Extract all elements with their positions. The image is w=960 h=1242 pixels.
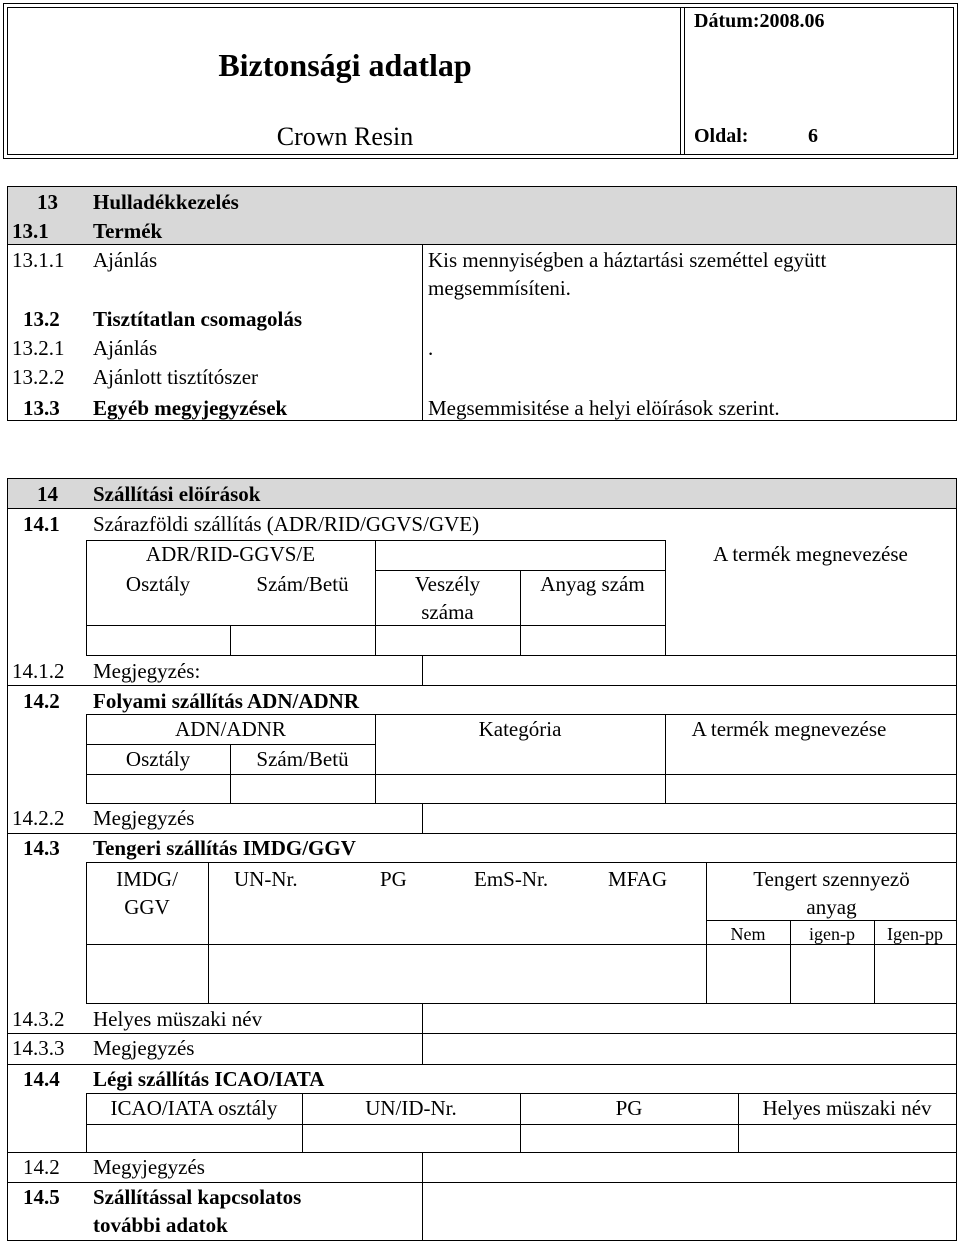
subsection-title: Légi szállítás ICAO/IATA [93,1067,325,1091]
column-header: Helyes müszaki név [762,1096,932,1120]
grid-line [422,655,423,685]
rule [86,862,957,863]
item-number: 14.2 [23,1155,60,1179]
subsection-number: 14.2 [23,689,60,713]
item-number: 14.3.2 [12,1007,65,1031]
item-number: 13.2.1 [12,336,65,360]
table-header: Kategória [478,717,562,741]
item-label: Megjegyzés: [93,659,201,683]
table-header: A termék megnevezése [691,717,887,741]
table-header: ADR/RID-GGVS/E [145,542,316,566]
subsection-number: 14.4 [23,1067,60,1091]
item-value: Megsemmisitése a helyi elöírások szerint. [428,396,780,420]
item-number: 13.1.1 [12,248,65,272]
column-header: IMDG/ [116,867,178,891]
date-label: Dátum:2008.06 [694,10,825,32]
subsection-number: 13.1 [12,219,49,243]
grid-line [208,862,209,1003]
rule [86,774,957,775]
subsection-number: 14.3 [23,836,60,860]
item-number: 14.2.2 [12,806,65,830]
table-header: A termék megnevezése [713,542,908,566]
border-left [7,478,8,1240]
item-value: . [428,336,434,360]
column-header: Osztály [125,747,191,771]
column-header: EmS-Nr. [474,867,549,891]
item-label: Helyes müszaki név [93,1007,263,1031]
section-title: Szállítási elöírások [93,482,261,506]
column-header: PG [380,867,407,891]
doc-title: Biztonsági adatlap [218,47,472,83]
table-header: ADN/ADNR [175,717,286,741]
subsection-title: Tengeri szállítás IMDG/GGV [93,836,356,860]
subsection-number: 14.5 [23,1185,60,1209]
column-header: Tengert szennyezö [753,867,910,891]
subsection-title: Szárazföldi szállítás (ADR/RID/GGVS/GVE) [93,512,480,536]
item-value: megsemmísíteni. [428,276,571,300]
grid-line [422,803,423,833]
rule [706,920,957,921]
rule [7,1033,957,1034]
border-right [956,186,957,420]
rule [86,714,957,715]
rule [7,420,957,421]
rule [86,655,957,656]
rule [7,833,957,834]
column-header: ICAO/IATA osztály [110,1096,278,1120]
rule [86,803,957,804]
column-header: száma [421,600,474,624]
rule [86,540,666,541]
page-label: Oldal: [694,125,749,147]
item-label: Ajánlás [93,248,158,272]
rule [7,1182,957,1183]
subsection-title: Folyami szállítás ADN/ADNR [93,689,359,713]
section-title: Hulladékkezelés [93,190,239,214]
border-right [956,478,957,1240]
product-name: Crown Resin [276,122,414,151]
subsection-title: további adatok [93,1213,228,1237]
column-header: anyag [806,895,857,919]
rule [86,625,666,626]
sub-column-header: Nem [730,924,766,944]
item-label: Ajánlott tisztítószer [93,365,259,389]
column-header: Veszély [414,572,481,596]
subsection-number: 13.2 [23,307,60,331]
rule [86,1003,957,1004]
grid-line [422,1152,423,1182]
column-header: Szám/Betü [256,747,349,771]
sub-column-header: igen-p [809,924,855,944]
rule [86,1093,957,1094]
rule [375,570,665,571]
page-number: 6 [808,125,818,147]
rule [7,1240,957,1241]
item-number: 14.1.2 [12,659,65,683]
rule [86,1124,957,1125]
grid-line [230,625,231,655]
item-value: Kis mennyiségben a háztartási szeméttel együtt [428,248,827,272]
subsection-title: Tisztítatlan csomagolás [93,307,303,331]
column-header: UN-Nr. [234,867,298,891]
rule [7,685,957,686]
value-divider [422,244,423,420]
rule [7,1152,957,1153]
sub-column-header: Igen-pp [887,924,943,944]
item-label: Ajánlás [93,336,158,360]
column-header: PG [615,1096,643,1120]
grid-line [422,1182,423,1240]
border-left [7,186,8,420]
subsection-number: 13.3 [23,396,60,420]
grid-line [375,540,376,655]
section-number: 14 [37,482,58,506]
item-number: 14.3.3 [12,1036,65,1060]
column-header: Osztály [125,572,191,596]
item-label: Megjegyzés [93,1036,195,1060]
subsection-title: Egyéb megyjegyzések [93,396,288,420]
subsection-title: Szállítással kapcsolatos [93,1185,302,1209]
item-label: Megyjegyzés [93,1155,205,1179]
column-header: Szám/Betü [256,572,349,596]
rule [7,186,957,187]
item-number: 13.2.2 [12,365,65,389]
rule [7,244,957,245]
column-header: GGV [124,895,170,919]
subsection-title: Termék [93,219,163,243]
rule [7,1064,957,1065]
column-header: MFAG [608,867,668,891]
column-header: UN/ID-Nr. [365,1096,457,1120]
section-number: 13 [37,190,58,214]
item-label: Megjegyzés [93,806,195,830]
subsection-number: 14.1 [23,512,60,536]
rule [7,508,957,509]
column-header: Anyag szám [540,572,645,596]
rule [7,478,957,479]
